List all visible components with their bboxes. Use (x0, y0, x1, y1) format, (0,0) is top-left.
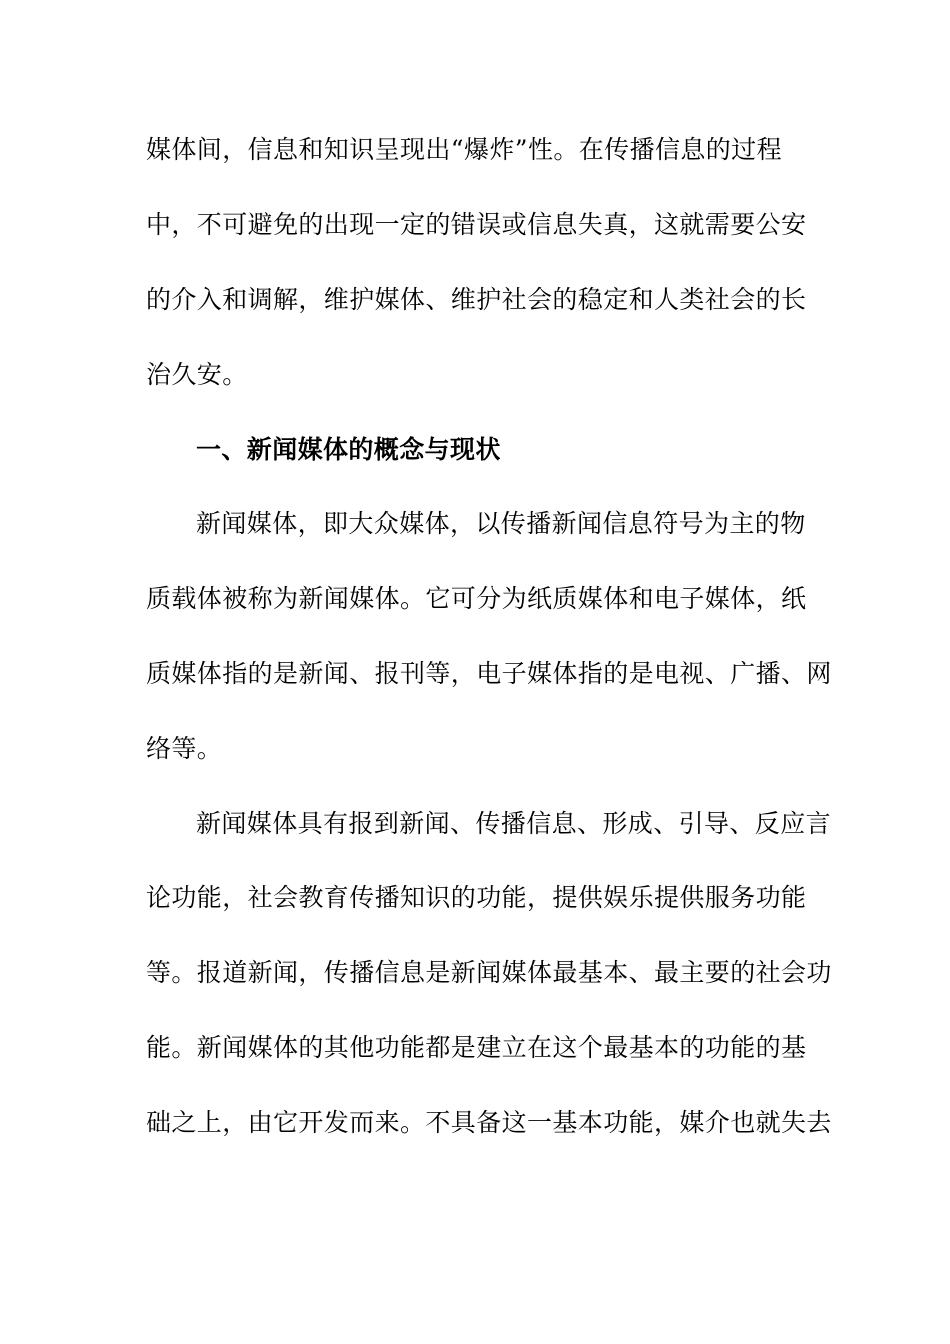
text-line: 媒体间，信息和知识呈现出“爆炸”性。在传播信息的过程 (146, 135, 782, 164)
text-line: 治久安。 (146, 360, 248, 389)
text-line: 新闻媒体具有报到新闻、传播信息、形成、引导、反应言 (196, 809, 832, 838)
text-line: 论功能，社会教育传播知识的功能，提供娱乐提供服务功能 (146, 883, 807, 912)
text-line: 能。新闻媒体的其他功能都是建立在这个最基本的功能的基 (146, 1033, 807, 1062)
text-line: 等。报道新闻，传播信息是新闻媒体最基本、最主要的社会功 (146, 958, 832, 987)
text-line: 质媒体指的是新闻、报刊等，电子媒体指的是电视、广播、网 (146, 659, 832, 688)
text-line: 础之上，由它开发而来。不具备这一基本功能，媒介也就失去 (146, 1108, 832, 1137)
text-line: 质载体被称为新闻媒体。它可分为纸质媒体和电子媒体，纸 (146, 584, 807, 613)
text-line: 的介入和调解，维护媒体、维护社会的稳定和人类社会的长 (146, 285, 807, 314)
text-line: 新闻媒体，即大众媒体，以传播新闻信息符号为主的物 (196, 509, 806, 538)
text-line: 中，不可避免的出现一定的错误或信息失真，这就需要公安 (146, 210, 807, 239)
text-line: 络等。 (146, 734, 223, 763)
section-heading: 一、新闻媒体的概念与现状 (196, 435, 501, 464)
